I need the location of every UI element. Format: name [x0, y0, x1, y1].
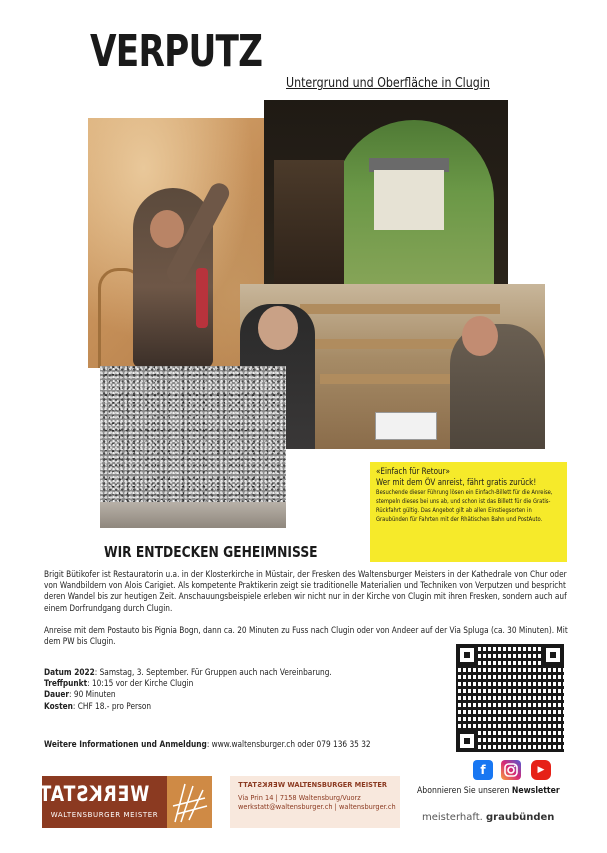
- detail-duration: Dauer: 90 Minuten: [44, 690, 116, 701]
- guide-head: [462, 316, 498, 356]
- more-info-line: [44, 740, 371, 751]
- visitor-head: [258, 306, 298, 350]
- more-info-link[interactable]: : www.waltensburger.ch oder 079 136 35 32: [206, 740, 371, 750]
- detail-meeting: Treffpunkt: 10:15 vor der Kirche Clugin: [44, 679, 194, 690]
- travel-paragraph: Anreise mit dem Postauto bis Pignia Bogn, dann ca. 20 Minuten zu Fuss nach Clugin oder von Andeer auf der Via Spluga (ca. 30 Minuten). Mit dem PW bis Clugin.: [44, 626, 568, 648]
- facebook-icon[interactable]: f: [473, 760, 493, 780]
- page-title: VERPUTZ: [90, 26, 263, 77]
- card-contact[interactable]: werkstatt@waltensburger.ch | waltensburger.ch: [238, 803, 396, 811]
- qr-finder-pattern: [456, 644, 478, 666]
- werkstatt-logo: [25, 776, 167, 828]
- sample-box: [375, 412, 437, 440]
- meisterhaft-graubunden-logo: meisterhaft. graubünden: [422, 812, 555, 823]
- info-box-body: Besuchende dieser Führung lösen ein Einfach-Billett für die Anreise, stempeln dieses bei uns ab, und schon ist das Billett für die Gratis-Rückfahrt gültig. Das Angebot gilt ab allen Einstiegsorten in Graubünden für Fahrten mit der Rhätischen Bahn und PostAuto.: [376, 489, 553, 523]
- village-house: [374, 170, 444, 230]
- detail-cost: Kosten: CHF 18.- pro Person: [44, 701, 152, 712]
- card-address: Via Prin 14 | 7158 Waltensburg/Vuorz: [238, 794, 361, 802]
- more-info-label: Weitere Informationen und Anmeldung: [44, 740, 207, 750]
- instagram-icon[interactable]: [501, 760, 521, 780]
- youtube-icon[interactable]: ▶: [531, 760, 551, 780]
- church-door: [274, 160, 344, 286]
- section-heading: WIR ENTDECKEN GEHEIMNISSE: [104, 543, 318, 561]
- logo-subtitle: WALTENSBURGER MEISTER: [50, 811, 159, 819]
- qr-finder-pattern: [456, 730, 478, 752]
- qr-finder-pattern: [542, 644, 564, 666]
- event-details: [44, 668, 371, 713]
- page-subtitle: Untergrund und Oberfläche in Clugin: [286, 76, 490, 91]
- info-box-heading: «Einfach für Retour»: [376, 466, 450, 476]
- church-bench: [300, 304, 500, 314]
- info-box-subheading: Wer mit dem ÖV anreist, fährt gratis zurück!: [376, 477, 537, 487]
- photo-village-view: [264, 100, 508, 286]
- restorer-scarf: [196, 268, 208, 328]
- intro-paragraph: Brigit Bütikofer ist Restauratorin u.a. in der Klosterkirche in Müstair, der Fresken des Waltensburger Meisters in der Kathedrale von Chur oder von Wandbildern von Alois Carigiet. Als kompetente Praktikerin zeigt sie traditionelle Materialien und Techniken von Verputzen und bespricht deren Wandel bis zur heutigen Zeit. Anschauungsbeispiele erleben wir nicht nur in der Kirche von Clugin mit ihren Fresken, sondern auch auf einem Dorfrundgang durch Clugin.: [44, 570, 567, 614]
- werkstatt-logo-mark: [167, 776, 212, 828]
- card-title: WERKSTATT WALTENSBURGER MEISTER: [238, 781, 387, 789]
- plaster-ledge: [100, 502, 286, 528]
- info-box-travel: [370, 462, 567, 562]
- detail-date: Datum 2022: Samstag, 3. September. Für Gruppen auch nach Vereinbarung.: [44, 668, 332, 678]
- qr-code[interactable]: [456, 644, 564, 752]
- logo-word-mirrored: WERKSTATT: [25, 782, 150, 806]
- restorer-head: [150, 210, 184, 248]
- newsletter-link[interactable]: Abonnieren Sie unseren Newsletter: [417, 786, 560, 796]
- contact-card: [230, 776, 400, 828]
- photo-plaster-texture: [100, 366, 286, 528]
